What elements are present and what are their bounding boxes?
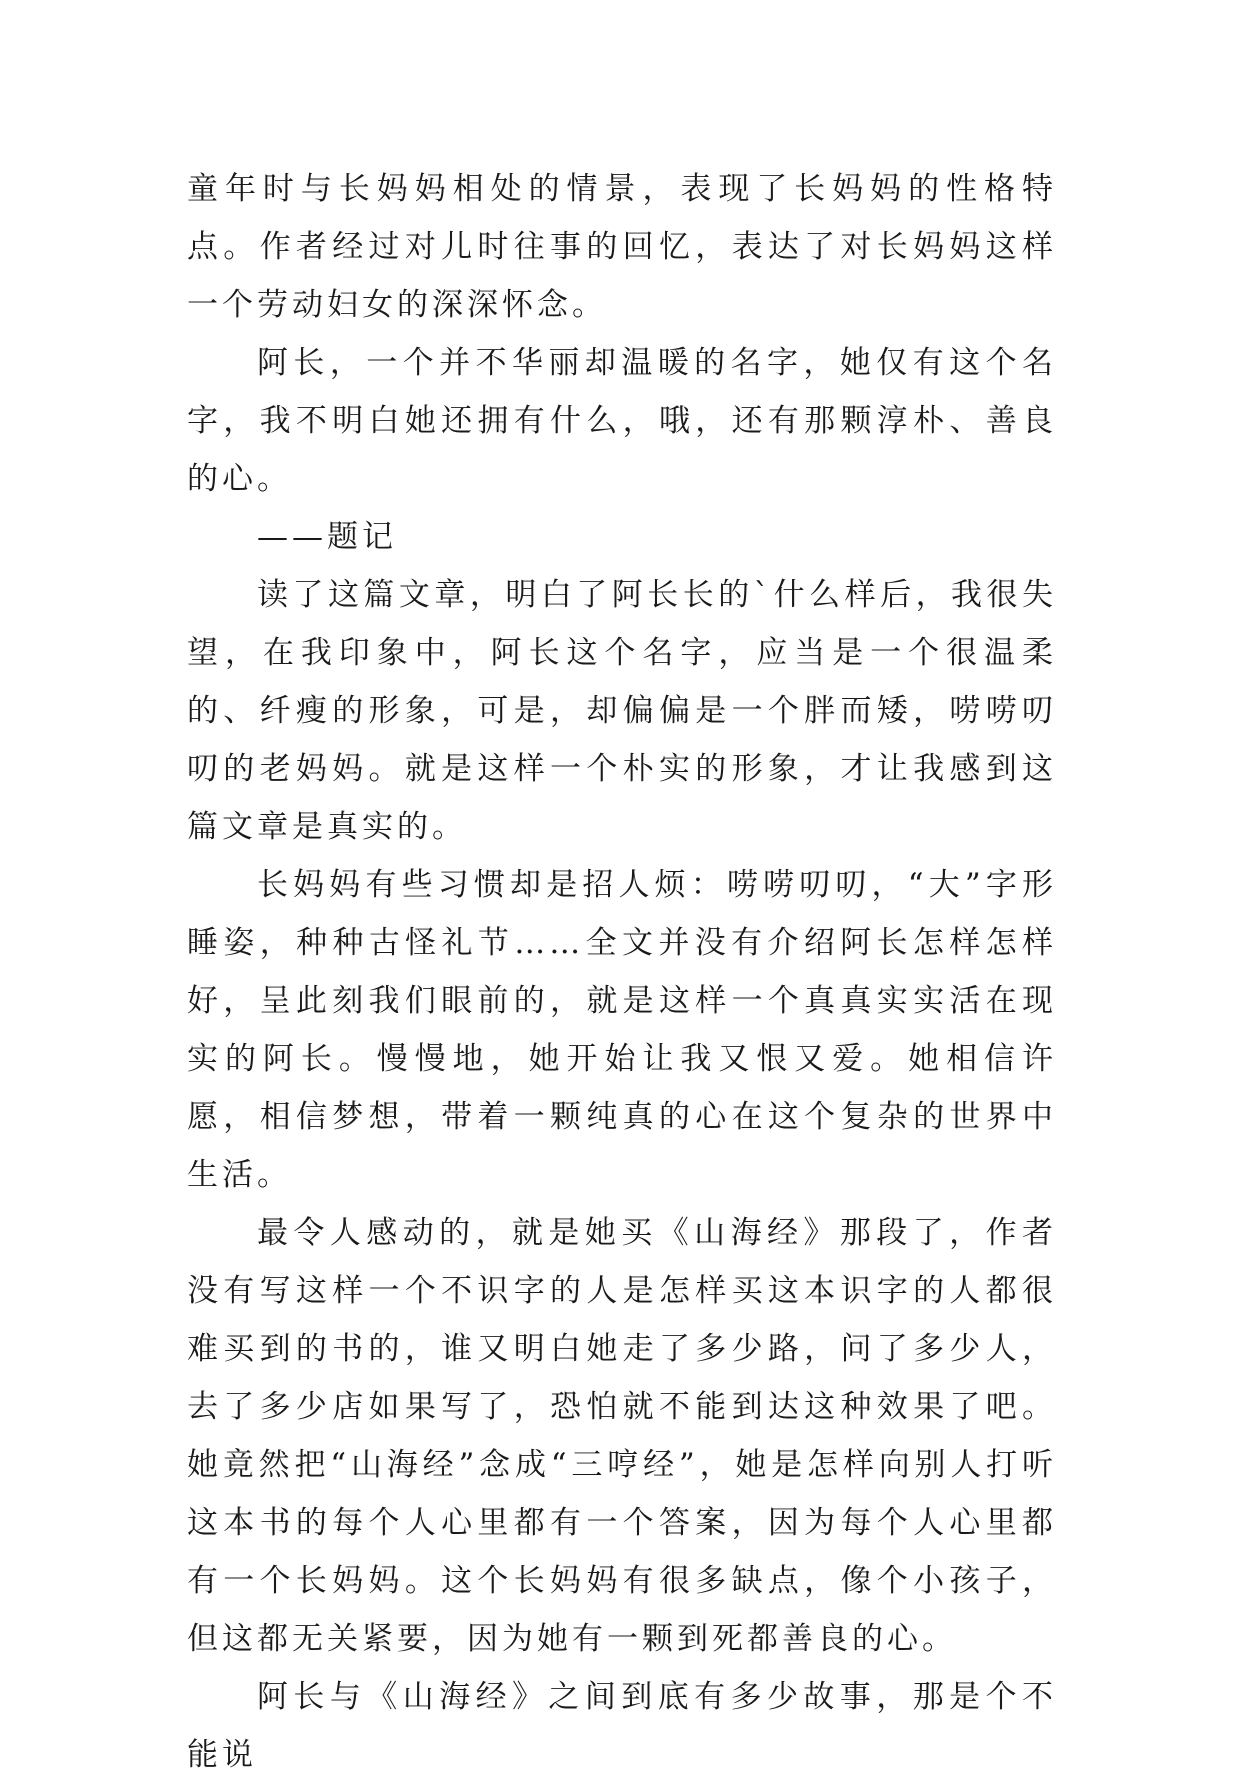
paragraph-7: 阿长与《山海经》之间到底有多少故事，那是个不能说: [187, 1679, 1057, 1773]
paragraph-1: 童年时与长妈妈相处的情景，表现了长妈妈的性格特点。作者经过对儿时往事的回忆，表达了对长妈妈这样一个劳动妇女的深深怀念。: [187, 171, 1057, 323]
paragraph-4: 读了这篇文章，明白了阿长长的`什么样后，我很失望，在我印象中，阿长这个名字，应当是一个很温柔的、纤瘦的形象，可是，却偏偏是一个胖而矮，唠唠叨叨的老妈妈。就是这样一个朴实的形象，才让我感到这篇文章是真实的。: [187, 577, 1057, 845]
paragraph-5: 长妈妈有些习惯却是招人烦：唠唠叨叨，“大”字形睡姿，种种古怪礼节……全文并没有介绍阿长怎样怎样好，呈此刻我们眼前的，就是这样一个真真实实活在现实的阿长。慢慢地，她开始让我又恨又爱。她相信许愿，相信梦想，带着一颗纯真的心在这个复杂的世界中生活。: [187, 867, 1057, 1193]
paragraph-2: 阿长，一个并不华丽却温暖的名字，她仅有这个名字，我不明白她还拥有什么，哦，还有那颗淳朴、善良的心。: [187, 345, 1057, 497]
paragraph-epigraph-attribution: ——题记: [257, 519, 397, 555]
article-body: [187, 160, 1057, 1784]
paragraph-6: 最令人感动的，就是她买《山海经》那段了，作者没有写这样一个不识字的人是怎样买这本识字的人都很难买到的书的，谁又明白她走了多少路，问了多少人，去了多少店如果写了，恐怕就不能到达这种效果了吧。她竟然把“山海经”念成“三哼经”，她是怎样向别人打听这本书的每个人心里都有一个答案，因为每个人心里都有一个长妈妈。这个长妈妈有很多缺点，像个小孩子，但这都无关紧要，因为她有一颗到死都善良的心。: [187, 1215, 1057, 1657]
